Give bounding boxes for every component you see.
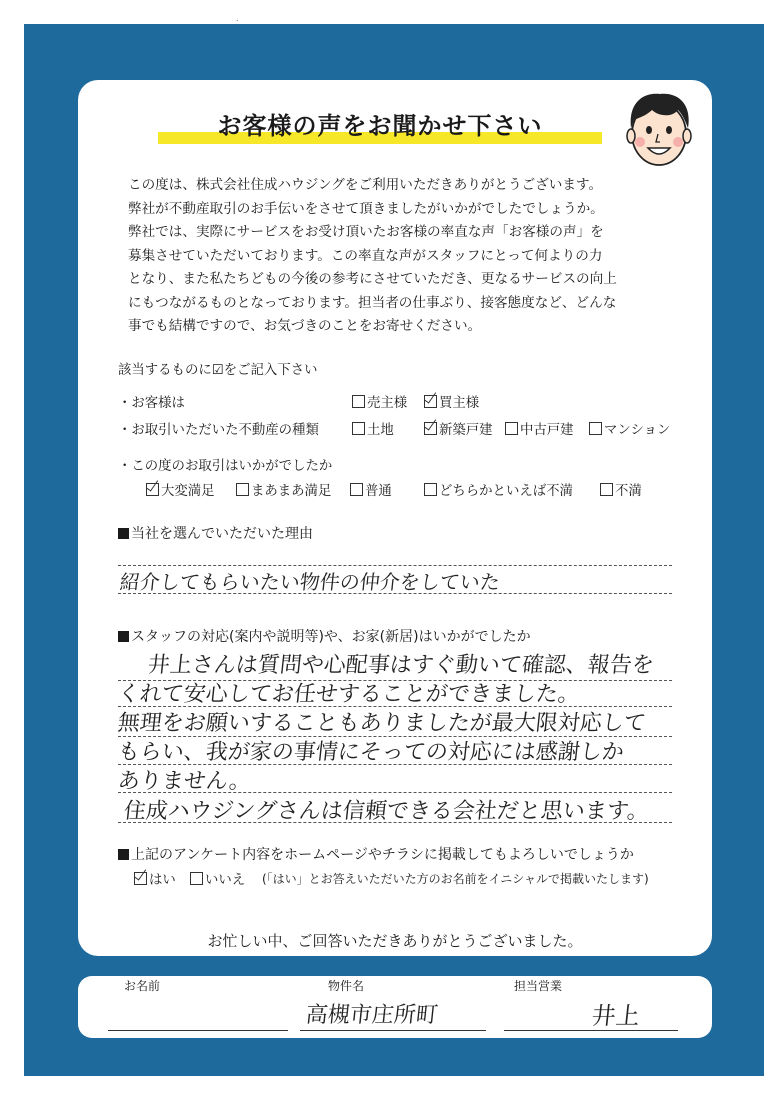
buyer-checkbox[interactable]: [424, 395, 437, 408]
used-house-checkbox[interactable]: [505, 422, 518, 435]
title-block: [150, 104, 610, 148]
option-buyer[interactable]: 買主様: [424, 392, 479, 411]
staff-answer-line-5: ありません。: [116, 769, 253, 794]
staff-heading: スタッフの対応(案内や説明等)や、お家(新居)はいかがでしたか: [118, 626, 531, 646]
staff-answer-line-2: くれて安心してお任せすることができました。: [116, 682, 582, 707]
staff-label: 担当営業: [514, 979, 563, 993]
somewhat-dissatisfied-checkbox[interactable]: [424, 483, 437, 496]
thanks-message: お忙しい中、ご回答いただきありがとうございました。: [207, 932, 583, 950]
property-name-value: 高槻市庄所町: [304, 1003, 440, 1028]
land-checkbox[interactable]: [352, 422, 365, 435]
checklist-instruction: 該当するものに☑をご記入下さい: [118, 363, 318, 378]
somewhat-satisfied-checkbox[interactable]: [236, 483, 249, 496]
dissatisfied-checkbox[interactable]: [600, 483, 613, 496]
consent-heading: 上記のアンケート内容をホームページやチラシに掲載してもよろしいでしょうか: [118, 844, 634, 864]
customer-type-label: ・お客様は: [118, 396, 185, 411]
option-dissatisfied[interactable]: 不満: [600, 480, 642, 499]
satisfaction-label: ・この度のお取引はいかがでしたか: [118, 459, 333, 474]
staff-answer-line-3: 無理をお願いすることもありましたが最大限対応して: [116, 711, 648, 736]
option-used-house[interactable]: 中古戸建: [505, 419, 574, 438]
property-label: 物件名: [328, 979, 365, 993]
option-land[interactable]: 土地: [352, 419, 394, 438]
consent-note: (「はい」とお答えいただいた方のお名前をイニシャルで掲載いたします): [262, 872, 649, 886]
option-seller[interactable]: 売主様: [352, 392, 407, 411]
very-satisfied-checkbox[interactable]: [146, 483, 159, 496]
consent-yes-checkbox[interactable]: [134, 872, 147, 885]
option-new-house[interactable]: 新築戸建: [424, 419, 493, 438]
smiling-man-illustration-icon: [622, 88, 696, 170]
staff-name-value: 井上: [590, 1002, 642, 1030]
option-mansion[interactable]: マンション: [589, 419, 670, 438]
reason-heading: 当社を選んでいただいた理由: [118, 523, 313, 543]
name-label: お名前: [124, 979, 161, 993]
page-title: お客様の声をお聞かせ下さい: [217, 112, 543, 140]
staff-answer-line-4: もらい、我が家の事情にそっての対応には感謝しか: [116, 740, 626, 765]
consent-yes-option[interactable]: はい: [134, 869, 176, 888]
neutral-checkbox[interactable]: [350, 483, 363, 496]
option-somewhat-satisfied[interactable]: まあまあ満足: [236, 480, 331, 499]
staff-answer-line-1: 井上さんは質問や心配事はすぐ動いて確認、報告を: [146, 653, 656, 678]
reason-answer: 紹介してもらいたい物件の仲介をしていた: [118, 570, 502, 594]
consent-no-option[interactable]: いいえ: [190, 869, 245, 888]
seller-checkbox[interactable]: [352, 395, 365, 408]
option-neutral[interactable]: 普通: [350, 480, 392, 499]
option-very-satisfied[interactable]: 大変満足: [146, 480, 215, 499]
intro-text: この度は、株式会社住成ハウジングをご利用いただきありがとうございます。 弊社が不動産取引のお手伝いをさせて頂きましたがいかがでしたでしょうか。 弊社では、実際にサービスをお受け頂いたお客様の率直な声「お客様の声」を 募集させていただいております。この率直な声がスタッフにとって何よりの力 となり、また私たちどもの今後の参考にさせていただき、更なるサービスの向上 にもつながるものとなっております。担当者の仕事ぶり、接客態度など、どんな 事でも結構ですので、お気づきのことをお寄せください。: [128, 177, 617, 334]
new-house-checkbox[interactable]: [424, 422, 437, 435]
option-somewhat-dissatisfied[interactable]: どちらかといえば不満: [424, 480, 573, 499]
consent-no-checkbox[interactable]: [190, 872, 203, 885]
mansion-checkbox[interactable]: [589, 422, 602, 435]
property-type-label: ・お取引いただいた不動産の種類: [118, 423, 319, 438]
staff-answer-line-6: 住成ハウジングさんは信頼できる会社だと思います。: [122, 799, 651, 824]
